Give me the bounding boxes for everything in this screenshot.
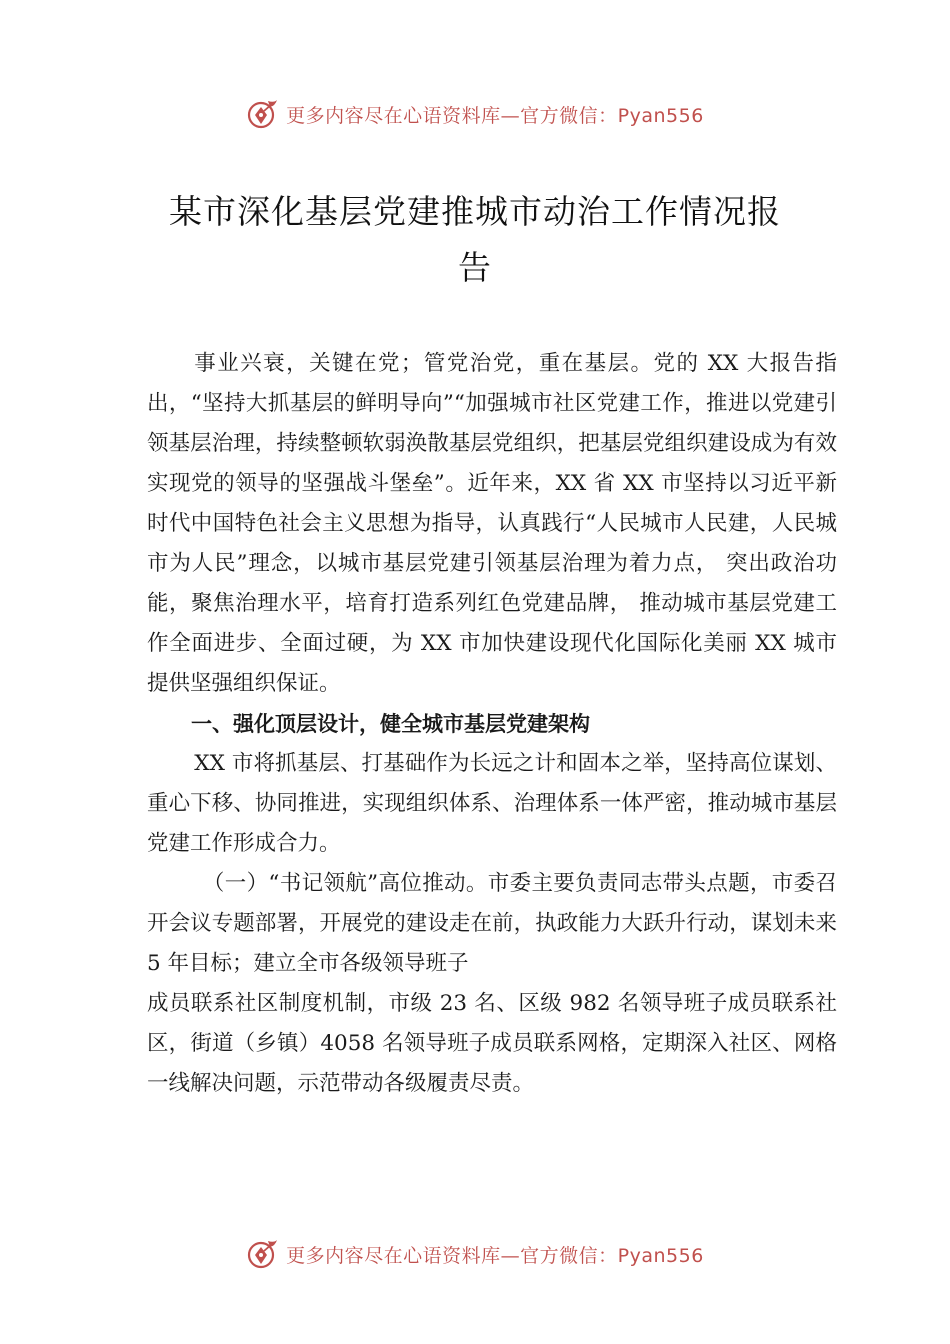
document-body xyxy=(147,344,837,1104)
document-title xyxy=(120,184,830,296)
watermark-text: 更多内容尽在心语资料库—官方微信：Pyan556 xyxy=(286,104,704,127)
title-line-1: 某市深化基层党建推城市动治工作情况报 xyxy=(169,192,781,231)
subsection-1-paragraph: （一）“书记领航”高位推动。市委主要负责同志带头点题，市委召开会议专题部署，开展党的建设走在前，执政能力大跃升行动，谋划未来 5 年目标；建立全市各级领导班子 xyxy=(147,871,837,976)
footer-watermark xyxy=(0,1232,950,1276)
title-line-2: 告 xyxy=(458,248,492,287)
watermark-text: 更多内容尽在心语资料库—官方微信：Pyan556 xyxy=(286,1244,704,1267)
pen-nib-seal-icon xyxy=(246,97,280,131)
pen-nib-seal-icon xyxy=(246,1237,280,1271)
section-heading-1: 一、强化顶层设计，健全城市基层党建架构 xyxy=(191,712,590,736)
intro-paragraph: 事业兴衰，关键在党；管党治党，重在基层。党的 XX 大报告指出，“坚持大抓基层的鲜明导向”“加强城市社区党建工作，推进以党建引领基层治理，持续整顿软弱涣散基层党组织，把基层党组织建设成为有效实现党的领导的坚强战斗堡垒”。近年来，XX 省 XX 市坚持以习近平新时代中国特色社会主义思想为指导，认真践行“人民城市人民建，人民城市为人民”理念，以城市基层党建引领基层治理为着力点， 突出政治功能，聚焦治理水平，培育打造系列红色党建品牌， 推动城市基层党建工作全面进步、全面过硬，为 XX 市加快建设现代化国际化美丽 XX 城市提供坚强组织保证。 xyxy=(147,351,837,696)
header-watermark xyxy=(0,92,950,136)
subsection-1-continuation: 成员联系社区制度机制，市级 23 名、区级 982 名领导班子成员联系社区，街道（乡镇）4058 名领导班子成员联系网格，定期深入社区、网格一线解决问题，示范带动各级履责尽责。 xyxy=(147,991,837,1096)
section-1-paragraph: XX 市将抓基层、打基础作为长远之计和固本之举，坚持高位谋划、重心下移、协同推进，实现组织体系、治理体系一体严密，推动城市基层党建工作形成合力。 xyxy=(147,751,837,856)
wechat-id: Pyan556 xyxy=(617,1244,704,1267)
wechat-id: Pyan556 xyxy=(617,104,704,127)
